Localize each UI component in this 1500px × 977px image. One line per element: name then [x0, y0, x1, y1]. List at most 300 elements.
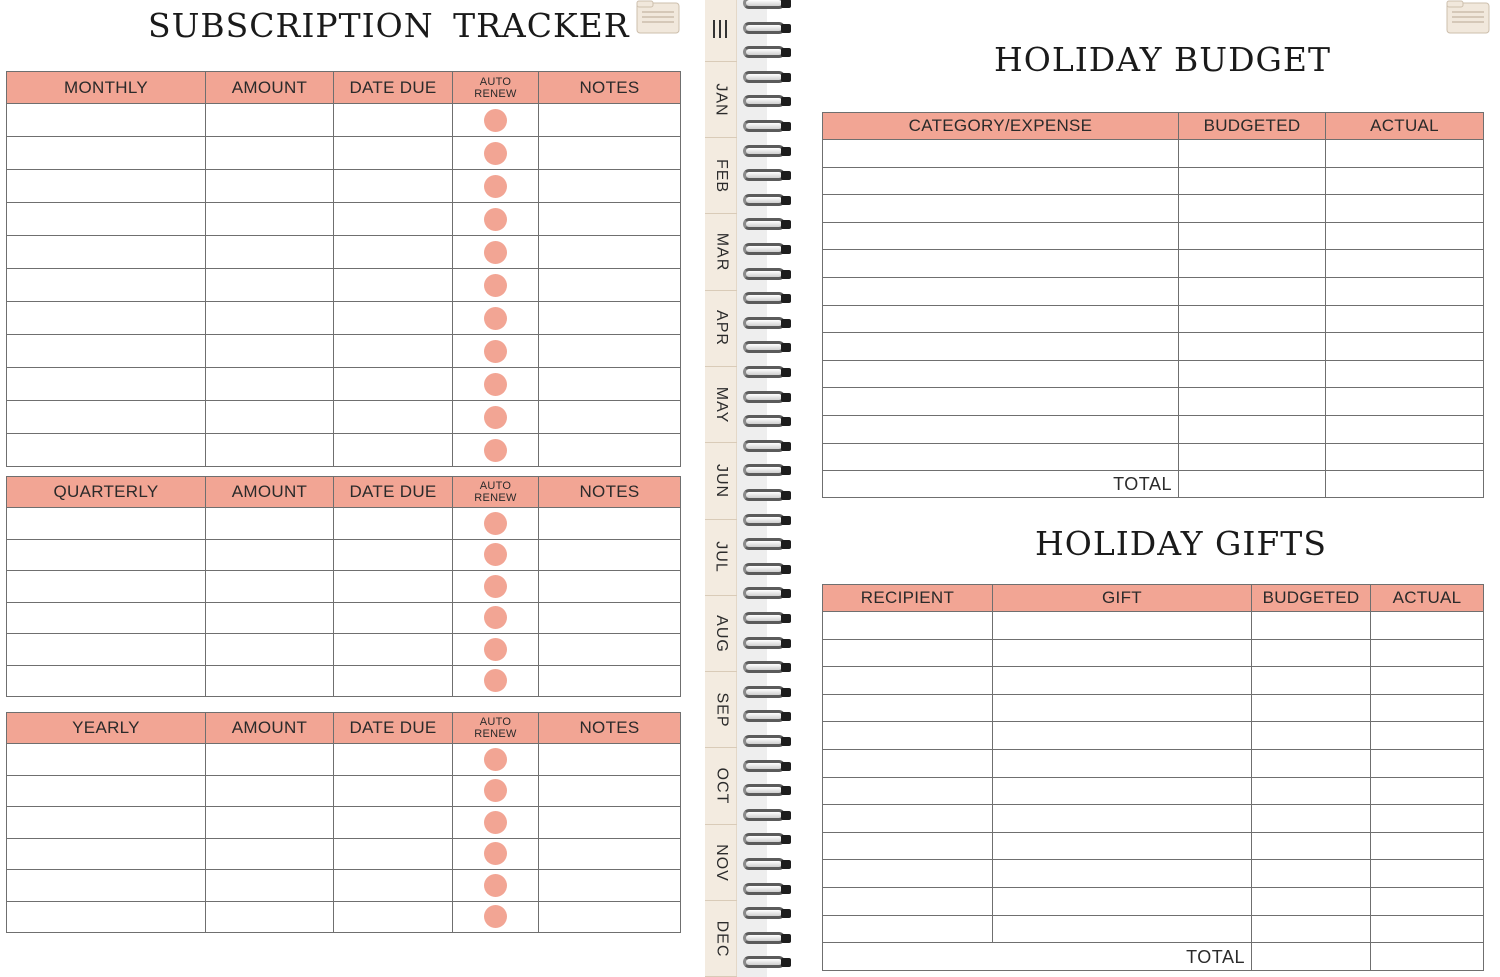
amount-cell[interactable] [206, 901, 334, 933]
budget-total-label: TOTAL [823, 471, 1179, 498]
table-row [7, 807, 681, 839]
holiday-gifts-table [822, 584, 1484, 971]
table-cell[interactable] [1252, 777, 1371, 805]
header-yearly: YEARLY [7, 713, 206, 744]
auto-renew-toggle[interactable] [484, 175, 507, 198]
subscription-tracker-title: SUBSCRIPTION TRACKER [148, 6, 630, 45]
table-row [823, 167, 1484, 195]
name-cell[interactable] [7, 269, 206, 302]
header-auto-renew: AUTO RENEW [453, 713, 539, 744]
notes-cell[interactable] [539, 775, 681, 807]
spiral-ring [743, 637, 791, 649]
amount-cell[interactable] [206, 838, 334, 870]
table-cell[interactable] [1326, 388, 1484, 416]
table-row [823, 722, 1484, 750]
amount-cell[interactable] [206, 775, 334, 807]
table-cell[interactable] [823, 415, 1179, 443]
notes-cell[interactable] [539, 104, 681, 137]
header-date-due: DATE DUE [334, 72, 453, 104]
table-cell[interactable] [823, 360, 1179, 388]
spiral-ring [743, 46, 791, 58]
name-cell[interactable] [7, 137, 206, 170]
spiral-ring [743, 686, 791, 698]
folder-icon[interactable] [636, 0, 680, 34]
table-cell[interactable] [1326, 277, 1484, 305]
notes-cell[interactable] [539, 744, 681, 776]
spiral-ring [743, 661, 791, 673]
name-cell[interactable] [7, 434, 206, 467]
header-actual: ACTUAL [1371, 585, 1484, 612]
amount-cell[interactable] [206, 104, 334, 137]
table-cell[interactable] [993, 612, 1252, 640]
auto-renew-toggle[interactable] [484, 340, 507, 363]
tab-oct[interactable] [705, 749, 737, 825]
table-row [823, 887, 1484, 915]
holiday-gifts-title: HOLIDAY GIFTS [1035, 524, 1327, 563]
table-cell[interactable] [823, 140, 1179, 168]
notes-cell[interactable] [539, 302, 681, 335]
table-row [7, 539, 681, 571]
notes-cell[interactable] [539, 137, 681, 170]
notes-cell[interactable] [539, 665, 681, 697]
date-due-cell[interactable] [334, 170, 453, 203]
tab-nov[interactable] [705, 825, 737, 901]
table-cell[interactable] [1326, 305, 1484, 333]
notes-cell[interactable] [539, 634, 681, 666]
name-cell[interactable] [7, 634, 206, 666]
notes-cell[interactable] [539, 901, 681, 933]
table-row [7, 602, 681, 634]
auto-renew-cell [453, 368, 539, 401]
spiral-ring [743, 317, 791, 329]
table-row [7, 870, 681, 902]
table-cell[interactable] [823, 722, 993, 750]
amount-cell[interactable] [206, 335, 334, 368]
table-cell[interactable] [993, 639, 1252, 667]
month-tab-label: JUN [713, 463, 731, 499]
auto-renew-toggle[interactable] [484, 543, 507, 566]
amount-cell[interactable] [206, 302, 334, 335]
table-cell[interactable] [1326, 415, 1484, 443]
date-due-cell[interactable] [334, 634, 453, 666]
amount-cell[interactable] [206, 236, 334, 269]
name-cell[interactable] [7, 870, 206, 902]
table-row [7, 571, 681, 603]
date-due-cell[interactable] [334, 539, 453, 571]
auto-renew-cell [453, 901, 539, 933]
date-due-cell[interactable] [334, 901, 453, 933]
table-cell[interactable] [1179, 250, 1326, 278]
table-cell[interactable] [1326, 195, 1484, 223]
notes-cell[interactable] [539, 602, 681, 634]
table-cell[interactable] [823, 443, 1179, 471]
table-cell[interactable] [823, 887, 993, 915]
table-row [7, 170, 681, 203]
table-cell[interactable] [1179, 360, 1326, 388]
date-due-cell[interactable] [334, 508, 453, 540]
notes-cell[interactable] [539, 571, 681, 603]
table-cell[interactable] [993, 860, 1252, 888]
name-cell[interactable] [7, 901, 206, 933]
spiral-ring [743, 514, 791, 526]
auto-renew-toggle[interactable] [484, 575, 507, 598]
folder-icon[interactable] [1446, 0, 1490, 34]
name-cell[interactable] [7, 203, 206, 236]
name-cell[interactable] [7, 508, 206, 540]
auto-renew-toggle[interactable] [484, 811, 507, 834]
auto-renew-toggle[interactable] [484, 638, 507, 661]
table-row [823, 749, 1484, 777]
date-due-cell[interactable] [334, 203, 453, 236]
auto-renew-toggle[interactable] [484, 274, 507, 297]
notes-cell[interactable] [539, 203, 681, 236]
header-notes: NOTES [539, 713, 681, 744]
spiral-ring [743, 120, 791, 132]
table-cell[interactable] [1179, 195, 1326, 223]
table-cell[interactable] [1326, 140, 1484, 168]
spiral-ring [743, 0, 791, 9]
table-cell[interactable] [1371, 612, 1484, 640]
table-cell[interactable] [1371, 887, 1484, 915]
gifts-total-budgeted[interactable] [1252, 943, 1371, 971]
table-cell[interactable] [823, 167, 1179, 195]
notes-cell[interactable] [539, 434, 681, 467]
table-cell[interactable] [993, 832, 1252, 860]
table-row [7, 901, 681, 933]
spiral-ring [743, 366, 791, 378]
notes-cell[interactable] [539, 335, 681, 368]
auto-renew-toggle[interactable] [484, 373, 507, 396]
spiral-ring [743, 858, 791, 870]
auto-renew-toggle[interactable] [484, 606, 507, 629]
month-tab-label: DEC [713, 920, 730, 958]
table-cell[interactable] [1179, 140, 1326, 168]
date-due-cell[interactable] [334, 744, 453, 776]
notes-cell[interactable] [539, 508, 681, 540]
auto-renew-toggle[interactable] [484, 874, 507, 897]
date-due-cell[interactable] [334, 401, 453, 434]
amount-cell[interactable] [206, 368, 334, 401]
name-cell[interactable] [7, 665, 206, 697]
amount-cell[interactable] [206, 870, 334, 902]
table-cell[interactable] [1252, 639, 1371, 667]
header-date-due: DATE DUE [334, 477, 453, 508]
spiral-ring [743, 809, 791, 821]
amount-cell[interactable] [206, 744, 334, 776]
date-due-cell[interactable] [334, 665, 453, 697]
auto-renew-cell [453, 302, 539, 335]
amount-cell[interactable] [206, 137, 334, 170]
date-due-cell[interactable] [334, 571, 453, 603]
amount-cell[interactable] [206, 203, 334, 236]
date-due-cell[interactable] [334, 775, 453, 807]
table-row [823, 195, 1484, 223]
auto-renew-toggle[interactable] [484, 208, 507, 231]
table-cell[interactable] [1371, 777, 1484, 805]
table-row [7, 302, 681, 335]
table-cell[interactable] [1179, 277, 1326, 305]
tab-jul[interactable] [705, 520, 737, 596]
spiral-ring [743, 292, 791, 304]
name-cell[interactable] [7, 775, 206, 807]
name-cell[interactable] [7, 170, 206, 203]
auto-renew-cell [453, 775, 539, 807]
auto-renew-toggle[interactable] [484, 842, 507, 865]
table-cell[interactable] [1371, 749, 1484, 777]
table-cell[interactable] [823, 860, 993, 888]
date-due-cell[interactable] [334, 807, 453, 839]
table-cell[interactable] [993, 777, 1252, 805]
table-cell[interactable] [1179, 443, 1326, 471]
amount-cell[interactable] [206, 269, 334, 302]
table-row [7, 838, 681, 870]
gifts-total-actual[interactable] [1371, 943, 1484, 971]
holiday-budget-title: HOLIDAY BUDGET [994, 40, 1331, 79]
table-cell[interactable] [1371, 915, 1484, 943]
amount-cell[interactable] [206, 170, 334, 203]
table-cell[interactable] [823, 222, 1179, 250]
tab-jun[interactable] [705, 444, 737, 520]
table-cell[interactable] [1326, 360, 1484, 388]
table-cell[interactable] [823, 388, 1179, 416]
amount-cell[interactable] [206, 571, 334, 603]
auto-renew-toggle[interactable] [484, 669, 507, 692]
table-cell[interactable] [993, 887, 1252, 915]
table-cell[interactable] [993, 749, 1252, 777]
table-cell[interactable] [1252, 832, 1371, 860]
table-cell[interactable] [1252, 805, 1371, 833]
table-cell[interactable] [823, 805, 993, 833]
amount-cell[interactable] [206, 602, 334, 634]
notes-cell[interactable] [539, 807, 681, 839]
notes-cell[interactable] [539, 368, 681, 401]
table-cell[interactable] [1326, 333, 1484, 361]
table-cell[interactable] [1326, 250, 1484, 278]
auto-renew-toggle[interactable] [484, 779, 507, 802]
amount-cell[interactable] [206, 401, 334, 434]
hamburger-menu-icon[interactable] [705, 0, 737, 62]
tab-sep[interactable] [705, 672, 737, 748]
header-notes: NOTES [539, 477, 681, 508]
auto-renew-toggle[interactable] [484, 307, 507, 330]
auto-renew-toggle[interactable] [484, 406, 507, 429]
table-cell[interactable] [823, 639, 993, 667]
header-auto-renew: AUTO RENEW [453, 72, 539, 104]
auto-renew-cell [453, 137, 539, 170]
table-cell[interactable] [823, 667, 993, 695]
table-row [823, 860, 1484, 888]
spiral-ring [743, 956, 791, 968]
gifts-total-label: TOTAL [823, 943, 1252, 971]
spiral-ring [743, 22, 791, 34]
auto-renew-toggle[interactable] [484, 512, 507, 535]
table-cell[interactable] [1371, 832, 1484, 860]
name-cell[interactable] [7, 104, 206, 137]
date-due-cell[interactable] [334, 335, 453, 368]
date-due-cell[interactable] [334, 302, 453, 335]
name-cell[interactable] [7, 807, 206, 839]
table-cell[interactable] [823, 305, 1179, 333]
amount-cell[interactable] [206, 807, 334, 839]
auto-renew-cell [453, 401, 539, 434]
date-due-cell[interactable] [334, 104, 453, 137]
notes-cell[interactable] [539, 539, 681, 571]
table-cell[interactable] [993, 805, 1252, 833]
header-budgeted: BUDGETED [1252, 585, 1371, 612]
table-cell[interactable] [1326, 222, 1484, 250]
amount-cell[interactable] [206, 434, 334, 467]
budget-total-actual[interactable] [1326, 471, 1484, 498]
table-cell[interactable] [823, 250, 1179, 278]
table-row [823, 250, 1484, 278]
table-cell[interactable] [823, 749, 993, 777]
table-cell[interactable] [1371, 667, 1484, 695]
notes-cell[interactable] [539, 870, 681, 902]
table-cell[interactable] [993, 667, 1252, 695]
name-cell[interactable] [7, 602, 206, 634]
month-tab-strip [705, 0, 737, 977]
table-cell[interactable] [1371, 722, 1484, 750]
name-cell[interactable] [7, 744, 206, 776]
table-cell[interactable] [1252, 860, 1371, 888]
table-cell[interactable] [1252, 722, 1371, 750]
table-cell[interactable] [1371, 694, 1484, 722]
yearly-subscriptions-table [6, 712, 681, 933]
table-cell[interactable] [823, 777, 993, 805]
table-row [823, 915, 1484, 943]
table-cell[interactable] [1371, 860, 1484, 888]
table-cell[interactable] [1252, 667, 1371, 695]
spiral-ring [743, 932, 791, 944]
spiral-ring [743, 784, 791, 796]
table-cell[interactable] [1252, 915, 1371, 943]
table-cell[interactable] [1252, 694, 1371, 722]
spiral-ring [743, 218, 791, 230]
notes-cell[interactable] [539, 401, 681, 434]
table-cell[interactable] [823, 195, 1179, 223]
tab-dec[interactable] [705, 901, 737, 977]
tab-apr[interactable] [705, 291, 737, 367]
table-cell[interactable] [1371, 639, 1484, 667]
notes-cell[interactable] [539, 838, 681, 870]
table-cell[interactable] [823, 915, 993, 943]
name-cell[interactable] [7, 335, 206, 368]
notes-cell[interactable] [539, 170, 681, 203]
notes-cell[interactable] [539, 236, 681, 269]
header-amount: AMOUNT [206, 477, 334, 508]
date-due-cell[interactable] [334, 368, 453, 401]
name-cell[interactable] [7, 368, 206, 401]
table-cell[interactable] [993, 722, 1252, 750]
spiral-ring [743, 760, 791, 772]
table-cell[interactable] [823, 277, 1179, 305]
table-row [7, 368, 681, 401]
table-cell[interactable] [1179, 167, 1326, 195]
spiral-ring [743, 883, 791, 895]
spiral-ring [743, 194, 791, 206]
amount-cell[interactable] [206, 665, 334, 697]
tab-feb[interactable] [705, 138, 737, 214]
name-cell[interactable] [7, 571, 206, 603]
amount-cell[interactable] [206, 508, 334, 540]
amount-cell[interactable] [206, 634, 334, 666]
tab-may[interactable] [705, 367, 737, 443]
auto-renew-toggle[interactable] [484, 241, 507, 264]
date-due-cell[interactable] [334, 269, 453, 302]
table-row [823, 277, 1484, 305]
date-due-cell[interactable] [334, 137, 453, 170]
auto-renew-toggle[interactable] [484, 439, 507, 462]
name-cell[interactable] [7, 838, 206, 870]
table-cell[interactable] [1179, 222, 1326, 250]
table-cell[interactable] [1179, 333, 1326, 361]
table-cell[interactable] [823, 694, 993, 722]
date-due-cell[interactable] [334, 236, 453, 269]
amount-cell[interactable] [206, 539, 334, 571]
table-row [823, 222, 1484, 250]
table-cell[interactable] [1252, 749, 1371, 777]
auto-renew-toggle[interactable] [484, 109, 507, 132]
name-cell[interactable] [7, 539, 206, 571]
tab-jan[interactable] [705, 62, 737, 138]
table-cell[interactable] [1179, 305, 1326, 333]
month-tab-label: SEP [713, 692, 731, 728]
table-cell[interactable] [1326, 167, 1484, 195]
spiral-ring [743, 71, 791, 83]
notes-cell[interactable] [539, 269, 681, 302]
header-quarterly: QUARTERLY [7, 477, 206, 508]
spiral-ring [743, 710, 791, 722]
auto-renew-toggle[interactable] [484, 748, 507, 771]
auto-renew-toggle[interactable] [484, 142, 507, 165]
table-cell[interactable] [993, 694, 1252, 722]
tab-mar[interactable] [705, 215, 737, 291]
table-cell[interactable] [1179, 388, 1326, 416]
spiral-ring [743, 833, 791, 845]
table-cell[interactable] [1252, 887, 1371, 915]
auto-renew-cell [453, 434, 539, 467]
auto-renew-toggle[interactable] [484, 905, 507, 928]
table-cell[interactable] [1179, 415, 1326, 443]
month-tab-label: OCT [713, 767, 730, 805]
table-cell[interactable] [823, 832, 993, 860]
name-cell[interactable] [7, 302, 206, 335]
spiral-ring [743, 587, 791, 599]
table-cell[interactable] [1252, 612, 1371, 640]
table-cell[interactable] [823, 612, 993, 640]
table-row [823, 639, 1484, 667]
table-row [7, 775, 681, 807]
auto-renew-cell [453, 838, 539, 870]
budget-total-budgeted[interactable] [1179, 471, 1326, 498]
name-cell[interactable] [7, 401, 206, 434]
date-due-cell[interactable] [334, 434, 453, 467]
table-cell[interactable] [1371, 805, 1484, 833]
name-cell[interactable] [7, 236, 206, 269]
tab-aug[interactable] [705, 596, 737, 672]
table-row [823, 832, 1484, 860]
table-row [823, 360, 1484, 388]
spiral-ring [743, 464, 791, 476]
table-cell[interactable] [993, 915, 1252, 943]
table-cell[interactable] [823, 333, 1179, 361]
date-due-cell[interactable] [334, 838, 453, 870]
auto-renew-cell [453, 870, 539, 902]
date-due-cell[interactable] [334, 602, 453, 634]
auto-renew-cell [453, 104, 539, 137]
table-cell[interactable] [1326, 443, 1484, 471]
date-due-cell[interactable] [334, 870, 453, 902]
